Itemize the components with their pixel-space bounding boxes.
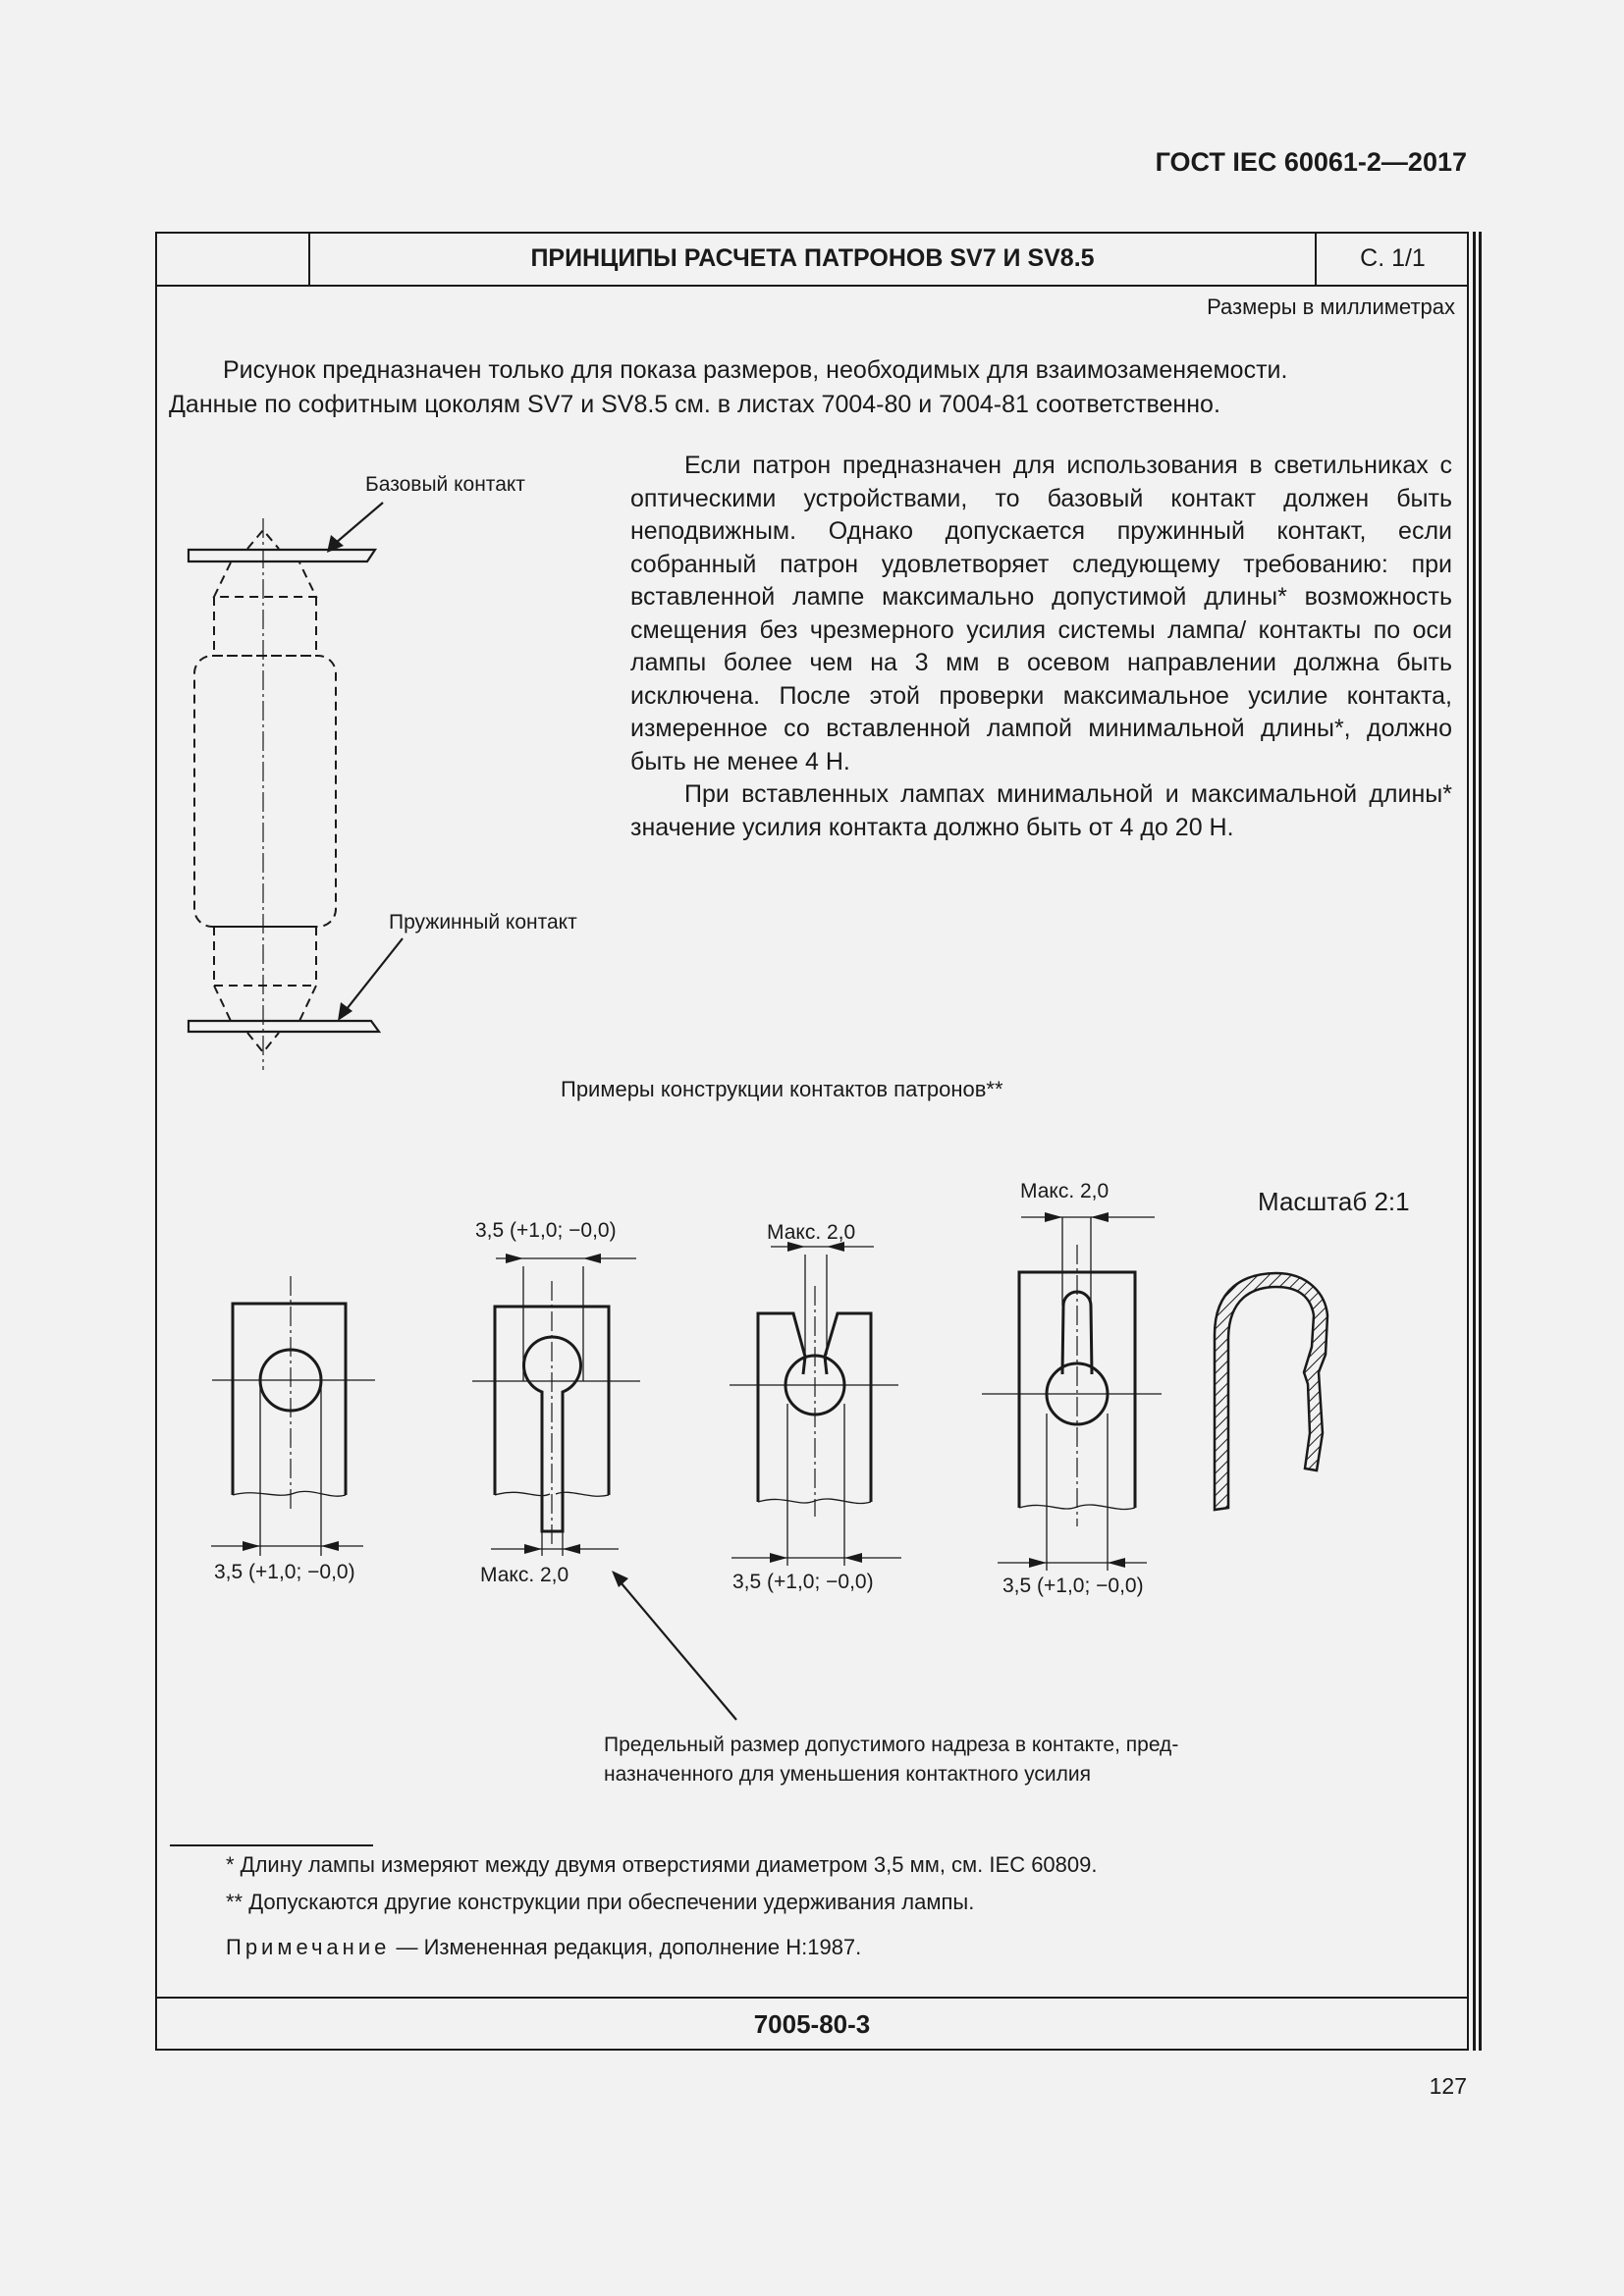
dim-label-max: Макс. 2,0 — [1020, 1180, 1110, 1202]
limit-leader-line — [621, 1582, 736, 1720]
sheet-title: ПРИНЦИПЫ РАСЧЕТА ПАТРОНОВ SV7 И SV8.5 — [530, 244, 1095, 272]
units-note: Размеры в миллиметрах — [1207, 294, 1455, 319]
examples-caption: Примеры конструкции контактов патронов** — [561, 1077, 1003, 1101]
page-number: 127 — [1429, 2073, 1467, 2099]
dim-label-max: Макс. 2,0 — [767, 1221, 856, 1244]
contact-example-4 — [982, 1212, 1162, 1571]
note-text: — Измененная редакция, дополнение Н:1987. — [390, 1935, 862, 1959]
spring-contact-label: Пружинный контакт — [389, 911, 577, 934]
dim-label-hole: 3,5 (+1,0; −0,0) — [732, 1571, 874, 1593]
footnote: ** Допускаются другие конструкции при обеспечении удерживания лампы. — [226, 1890, 975, 1914]
sheet-number: С. 1/1 — [1360, 244, 1426, 272]
intro-line: Данные по софитным цоколям SV7 и SV8.5 см. в листах 7004-80 и 7004-81 соответственно. — [169, 391, 1220, 418]
footnote-rule — [170, 1844, 373, 1846]
intro-line: Рисунок предназначен только для показа размеров, необходимых для взаимозаменяемости. — [223, 356, 1288, 384]
contact-example-2 — [472, 1254, 640, 1556]
dim-label-hole: 3,5 (+1,0; −0,0) — [1002, 1575, 1144, 1597]
footnote: * Длину лампы измеряют между двумя отверстиями диаметром 3,5 мм, см. IEC 60809. — [226, 1852, 1098, 1877]
dim-label-max: Макс. 2,0 — [480, 1564, 569, 1586]
paragraph: Если патрон предназначен для использования в светильниках с оптическими устройствами, то базовый контакт должен быть неподвижным. Однако допускается пружинный контакт, если собранный патрон удовлетворяет следующему требованию: при вставленной лампе максимально допустимой длины* возможность смещения без чрезмерного усилия системы лампа/ контакты по оси лампы более чем на 3 мм в осевом направлении должна быть исключена. После этой проверки максимальное усилие контакта, измеренное со вставленной лампой минимальной длины*, должно быть не менее 4 Н. — [630, 452, 1452, 775]
arrowhead — [612, 1571, 628, 1587]
note-label: Примечание — [226, 1935, 391, 1959]
scale-label: Масштаб 2:1 — [1258, 1187, 1410, 1216]
contact-example-1 — [211, 1276, 375, 1556]
paragraph: При вставленных лампах минимальной и максимальной длины* значение усилия контакта должно быть от 4 до 20 Н. — [630, 780, 1452, 841]
limit-note: Предельный размер допустимого надреза в контакте, предназначенного для уменьшения контактного усилия — [604, 1734, 1179, 1786]
standard-designation: ГОСТ IEC 60061-2—2017 — [1155, 147, 1467, 177]
sheet-code: 7005-80-3 — [753, 2009, 871, 2039]
contact-example-5-profile — [1215, 1273, 1327, 1510]
contact-example-3 — [730, 1242, 901, 1566]
dim-label-hole: 3,5 (+1,0; −0,0) — [214, 1561, 355, 1583]
base-contact-label: Базовый контакт — [365, 473, 525, 496]
dim-label-hole: 3,5 (+1,0; −0,0) — [475, 1219, 617, 1242]
note — [226, 1935, 861, 1960]
